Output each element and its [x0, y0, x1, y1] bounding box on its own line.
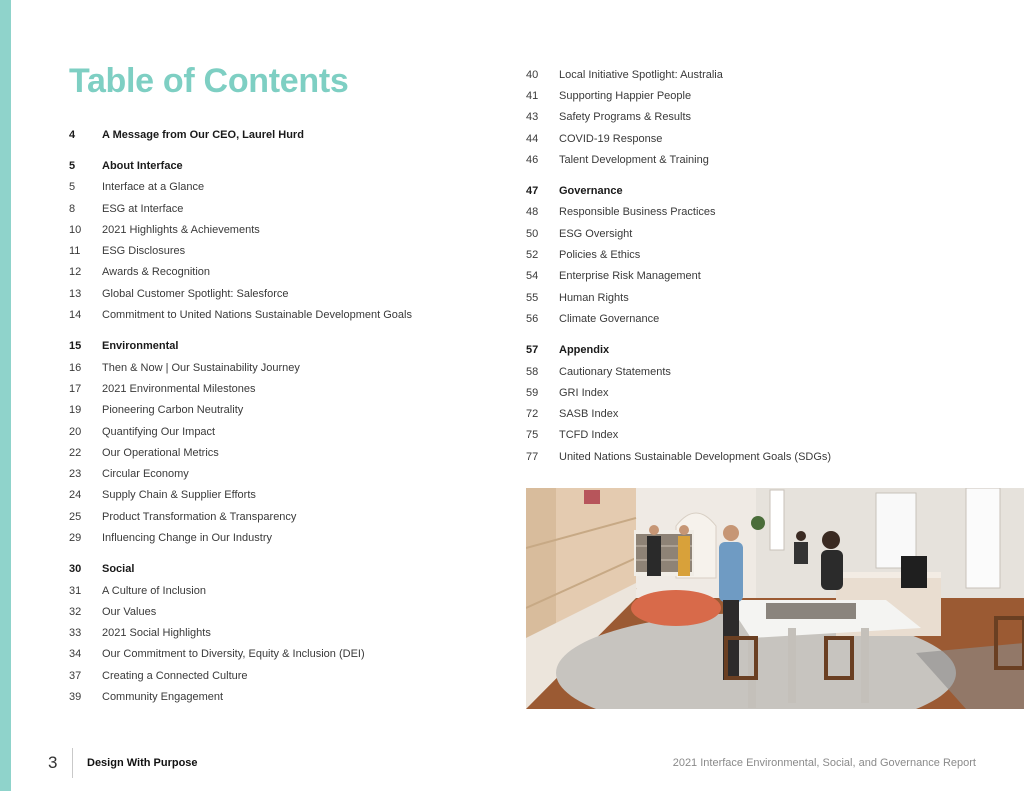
toc-entry-label: Global Customer Spotlight: Salesforce — [102, 287, 289, 300]
toc-section-heading[interactable] — [526, 180, 946, 201]
toc-page-number: 58 — [526, 365, 539, 378]
toc-column-left — [69, 124, 489, 718]
toc-entry[interactable] — [69, 463, 489, 484]
toc-page-number: 12 — [69, 266, 82, 279]
toc-page-number: 77 — [526, 450, 539, 463]
toc-entry[interactable] — [526, 64, 946, 85]
toc-entry-label: COVID-19 Response — [559, 132, 663, 145]
toc-entry[interactable] — [69, 357, 489, 378]
toc-page-number: 54 — [526, 270, 539, 283]
toc-page-number: 23 — [69, 468, 82, 481]
toc-page-number: 72 — [526, 408, 539, 421]
toc-entry-label: Cautionary Statements — [559, 365, 671, 378]
toc-entry[interactable] — [69, 686, 489, 707]
toc-entry[interactable] — [69, 623, 489, 644]
toc-entry[interactable] — [526, 425, 946, 446]
toc-entry[interactable] — [69, 262, 489, 283]
toc-entry[interactable] — [526, 223, 946, 244]
toc-entry-label: A Culture of Inclusion — [102, 584, 206, 597]
toc-section — [69, 155, 489, 325]
toc-entry[interactable] — [526, 244, 946, 265]
toc-entry[interactable] — [69, 177, 489, 198]
toc-entry-label: Interface at a Glance — [102, 181, 205, 194]
toc-entry-label: SASB Index — [559, 408, 619, 421]
toc-entry-label: Pioneering Carbon Neutrality — [102, 404, 244, 417]
toc-page-number: 20 — [69, 425, 82, 438]
toc-entry-label: Safety Programs & Results — [559, 111, 692, 124]
toc-entry[interactable] — [69, 378, 489, 399]
toc-entry[interactable] — [69, 421, 489, 442]
toc-section-heading[interactable] — [526, 340, 946, 361]
toc-entry-label: Circular Economy — [102, 468, 189, 481]
toc-entry[interactable] — [69, 527, 489, 548]
toc-entry-label: Our Operational Metrics — [102, 446, 219, 459]
toc-page-number: 14 — [69, 309, 82, 322]
toc-section-heading[interactable] — [69, 336, 489, 357]
toc-entry-label: Quantifying Our Impact — [102, 425, 216, 438]
toc-section — [69, 124, 489, 145]
toc-column-right — [526, 64, 946, 477]
toc-page-number: 52 — [526, 249, 539, 262]
toc-entry-label: Human Rights — [559, 291, 629, 304]
toc-entry[interactable] — [69, 580, 489, 601]
toc-entry-label: GRI Index — [559, 386, 609, 399]
toc-entry[interactable] — [69, 240, 489, 261]
toc-entry-label: Talent Development & Training — [559, 153, 709, 166]
toc-entry-label: Supporting Happier People — [559, 89, 692, 102]
toc-page-number: 37 — [69, 669, 82, 682]
toc-page-number: 29 — [69, 531, 82, 544]
toc-page-number: 50 — [526, 227, 539, 240]
toc-section-heading[interactable] — [69, 155, 489, 176]
toc-page-number: 10 — [69, 223, 82, 236]
toc-entry-label: Environmental — [102, 340, 179, 353]
toc-section-heading[interactable] — [69, 124, 489, 145]
toc-page-number: 43 — [526, 111, 539, 124]
toc-page-number: 4 — [69, 128, 76, 141]
toc-entry[interactable] — [526, 308, 946, 329]
toc-entry-label: ESG Oversight — [559, 227, 633, 240]
toc-entry-label: Creating a Connected Culture — [102, 669, 248, 682]
toc-page-number: 55 — [526, 291, 539, 304]
toc-page-number: 48 — [526, 206, 539, 219]
footer-brand: Design With Purpose — [87, 757, 198, 769]
toc-page-number: 17 — [69, 382, 82, 395]
toc-entry-label: Product Transformation & Transparency — [102, 510, 297, 523]
toc-page-number: 32 — [69, 605, 82, 618]
toc-entry[interactable] — [69, 644, 489, 665]
toc-entry[interactable] — [526, 149, 946, 170]
toc-entry[interactable] — [69, 442, 489, 463]
toc-page-number: 34 — [69, 648, 82, 661]
toc-entry[interactable] — [526, 361, 946, 382]
toc-entry[interactable] — [526, 202, 946, 223]
toc-page-number: 13 — [69, 287, 82, 300]
toc-section-heading[interactable] — [69, 559, 489, 580]
office-photo — [526, 488, 1024, 709]
toc-entry-label: Social — [102, 563, 135, 576]
toc-entry[interactable] — [69, 665, 489, 686]
toc-page-number: 5 — [69, 159, 76, 172]
toc-entry[interactable] — [69, 601, 489, 622]
toc-entry[interactable] — [526, 128, 946, 149]
toc-entry-label: Policies & Ethics — [559, 249, 641, 262]
toc-entry-label: ESG Disclosures — [102, 245, 186, 258]
toc-page-number: 39 — [69, 691, 82, 704]
toc-page-number: 8 — [69, 202, 76, 215]
toc-entry[interactable] — [69, 400, 489, 421]
toc-entry-label: Then & Now | Our Sustainability Journey — [102, 361, 300, 374]
toc-entry-label: Awards & Recognition — [102, 266, 211, 279]
toc-entry-label: Our Values — [102, 605, 157, 618]
toc-entry-label: A Message from Our CEO, Laurel Hurd — [102, 128, 304, 141]
footer-report-title: 2021 Interface Environmental, Social, and Governance Report — [672, 757, 976, 769]
toc-entry-label: Influencing Change in Our Industry — [102, 531, 272, 544]
toc-entry-label: Governance — [559, 185, 623, 198]
toc-page-number: 40 — [526, 68, 539, 81]
toc-page-number: 25 — [69, 510, 82, 523]
toc-entry-label: Commitment to United Nations Sustainable Development Goals — [102, 309, 412, 322]
toc-entry[interactable] — [526, 107, 946, 128]
toc-entry[interactable] — [69, 283, 489, 304]
toc-entry[interactable] — [526, 85, 946, 106]
page-title: Table of Contents — [69, 62, 349, 100]
toc-entry-label: Climate Governance — [559, 312, 660, 325]
page-number: 3 — [48, 753, 58, 772]
toc-page-number: 5 — [69, 181, 76, 194]
toc-section — [69, 336, 489, 549]
footer-divider — [72, 748, 73, 778]
toc-page-number: 56 — [526, 312, 539, 325]
toc-page-number: 30 — [69, 563, 82, 576]
toc-page-number: 15 — [69, 340, 82, 353]
toc-entry-label: About Interface — [102, 159, 183, 172]
toc-entry-label: ESG at Interface — [102, 202, 184, 215]
toc-page-number: 33 — [69, 627, 82, 640]
toc-entry[interactable] — [69, 219, 489, 240]
toc-section — [69, 559, 489, 708]
toc-entry-label: 2021 Environmental Milestones — [102, 382, 256, 395]
toc-page-number: 44 — [526, 132, 539, 145]
toc-entry[interactable] — [526, 446, 946, 467]
toc-entry[interactable] — [69, 198, 489, 219]
toc-entry[interactable] — [69, 506, 489, 527]
toc-page-number: 11 — [69, 245, 81, 258]
toc-entry[interactable] — [69, 304, 489, 325]
toc-entry[interactable] — [526, 287, 946, 308]
toc-entry-label: Appendix — [559, 344, 610, 357]
toc-page-number: 47 — [526, 185, 539, 198]
toc-page-number: 41 — [526, 89, 539, 102]
toc-page-number: 19 — [69, 404, 82, 417]
toc-section — [526, 64, 946, 170]
toc-entry-label: TCFD Index — [559, 429, 619, 442]
toc-page-number: 16 — [69, 361, 82, 374]
toc-entry[interactable] — [69, 485, 489, 506]
toc-page-number: 22 — [69, 446, 82, 459]
toc-entry-label: Supply Chain & Supplier Efforts — [102, 489, 256, 502]
toc-entry-label: 2021 Highlights & Achievements — [102, 223, 260, 236]
toc-entry[interactable] — [526, 266, 946, 287]
toc-entry-label: Responsible Business Practices — [559, 206, 716, 219]
toc-page-number: 24 — [69, 489, 82, 502]
toc-page-number: 31 — [69, 584, 82, 597]
toc-entry[interactable] — [526, 403, 946, 424]
toc-page-number: 57 — [526, 344, 539, 357]
toc-entry[interactable] — [526, 382, 946, 403]
toc-entry-label: Enterprise Risk Management — [559, 270, 701, 283]
toc-page-number: 59 — [526, 386, 539, 399]
toc-entry-label: United Nations Sustainable Development Goals (SDGs) — [559, 450, 832, 463]
toc-entry-label: Our Commitment to Diversity, Equity & Inclusion (DEI) — [102, 648, 365, 661]
toc-section — [526, 340, 946, 468]
toc-entry-label: Local Initiative Spotlight: Australia — [559, 68, 723, 81]
toc-page-number: 46 — [526, 153, 539, 166]
accent-bar — [0, 0, 11, 791]
toc-section — [526, 180, 946, 329]
toc-entry-label: 2021 Social Highlights — [102, 627, 211, 640]
toc-entry-label: Community Engagement — [102, 691, 224, 704]
toc-page-number: 75 — [526, 429, 539, 442]
